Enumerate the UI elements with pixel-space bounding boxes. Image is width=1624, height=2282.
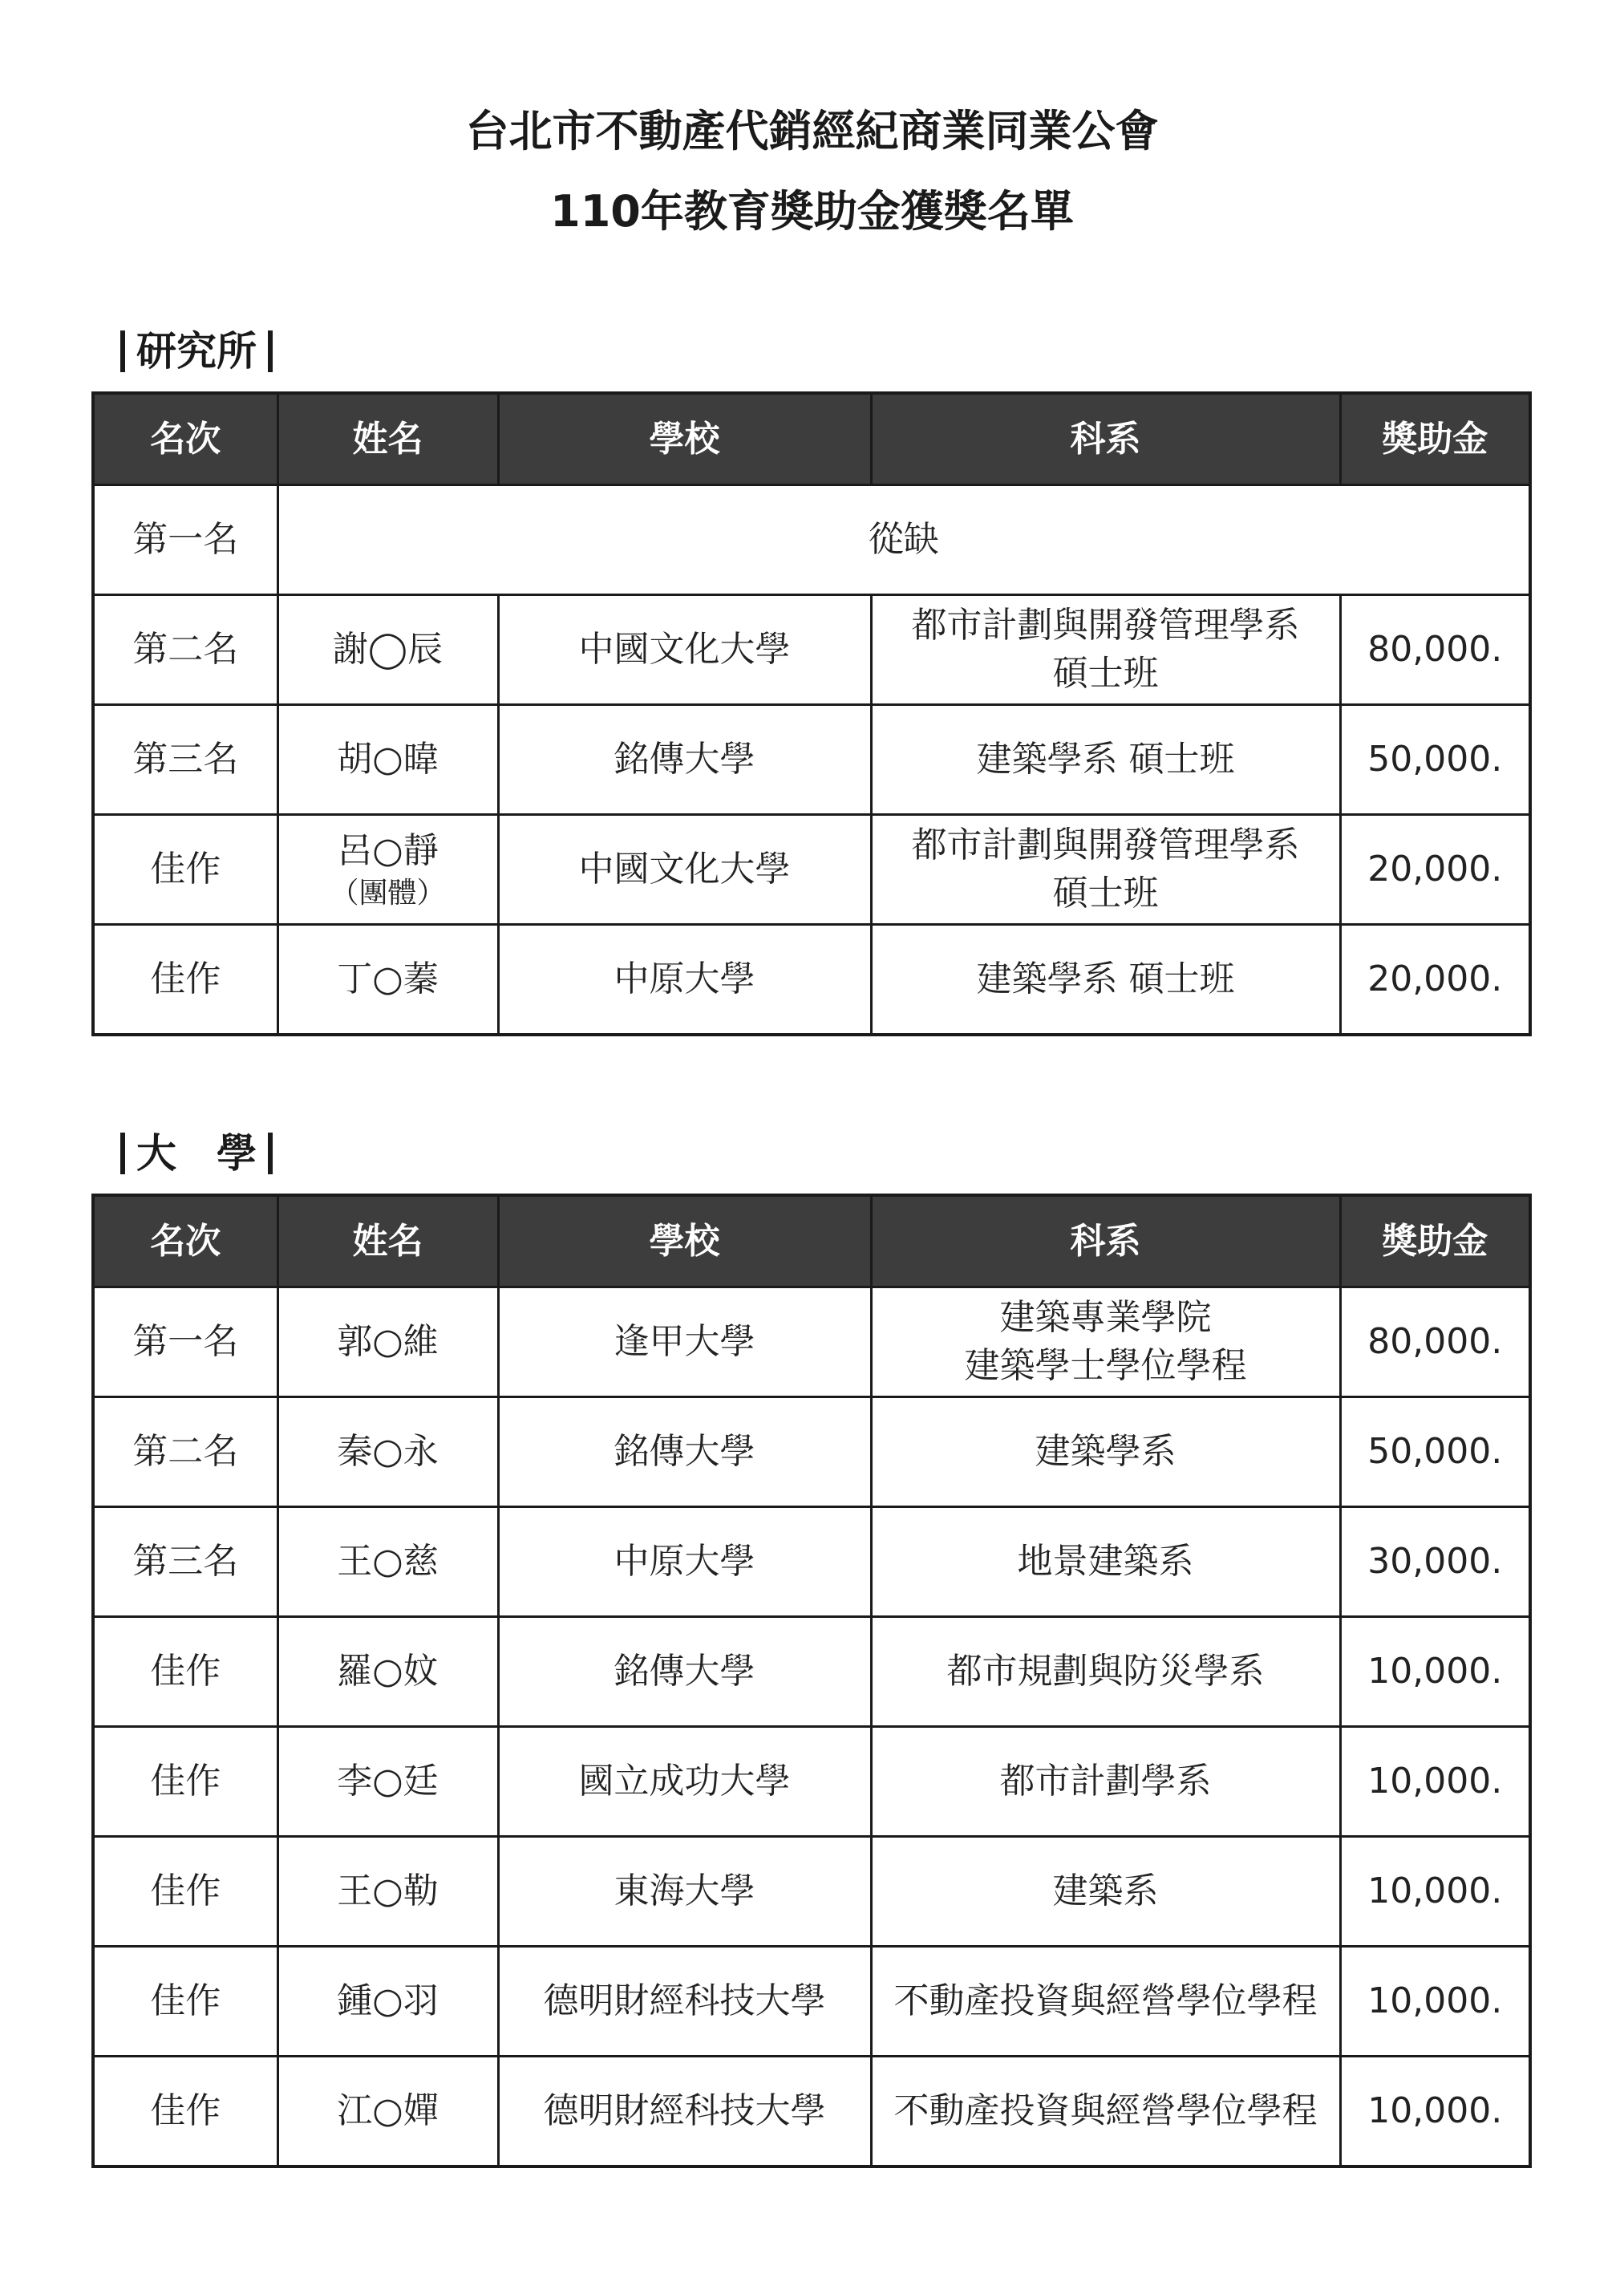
- table-row: [93, 925, 1530, 1036]
- cell-name: 鍾○羽: [277, 1947, 498, 2057]
- section-heading-label: 大 學: [136, 1130, 257, 1177]
- document-title: 台北市不動產代銷經紀商業同業公會: [465, 106, 1159, 156]
- cell-name: 胡○暐: [277, 705, 498, 815]
- cell-school: 中原大學: [498, 1507, 871, 1617]
- cell-name: [277, 815, 498, 925]
- cell-school: 德明財經科技大學: [498, 1947, 871, 2057]
- table-row: [93, 1397, 1530, 1507]
- heading-bar-right: [268, 1133, 273, 1174]
- cell-department: 建築學系 碩士班: [871, 925, 1340, 1036]
- cell-school: 銘傳大學: [498, 1617, 871, 1727]
- section-heading-graduate: [120, 327, 273, 375]
- table-row: [93, 1507, 1530, 1617]
- cell-rank: 佳作: [93, 1727, 277, 1837]
- section-heading-label: 研究所: [136, 328, 257, 375]
- department-line-1: 都市計劃與開發管理學系: [911, 825, 1300, 865]
- cell-name: 丁○蓁: [277, 925, 498, 1036]
- cell-school: 銘傳大學: [498, 705, 871, 815]
- cell-rank: 佳作: [93, 815, 277, 925]
- graduate-award-table: [91, 391, 1532, 1036]
- cell-school: 中國文化大學: [498, 595, 871, 705]
- university-award-table: [91, 1194, 1532, 2168]
- header-rank: 名次: [93, 1195, 277, 1287]
- name-text: 呂○靜: [337, 830, 439, 871]
- cell-department: 都市規劃與防災學系: [871, 1617, 1340, 1727]
- name-note: （團體）: [330, 877, 446, 910]
- department-line-2: 碩士班: [1052, 653, 1159, 694]
- table-row: [93, 705, 1530, 815]
- header-school: 學校: [498, 393, 871, 485]
- table-header-row: [93, 393, 1530, 485]
- header-amount: 獎助金: [1340, 393, 1530, 485]
- department-line-1: 都市計劃與開發管理學系: [911, 605, 1300, 646]
- cell-rank: 第一名: [93, 1287, 277, 1397]
- cell-name: 郭○維: [277, 1287, 498, 1397]
- table-row: [93, 815, 1530, 925]
- header-rank: 名次: [93, 393, 277, 485]
- cell-rank: 第一名: [93, 485, 277, 595]
- cell-department: 地景建築系: [871, 1507, 1340, 1617]
- table-row: [93, 1617, 1530, 1727]
- cell-rank: 佳作: [93, 925, 277, 1036]
- cell-amount: 50,000.: [1340, 705, 1530, 815]
- header-name: 姓名: [277, 1195, 498, 1287]
- cell-amount: 20,000.: [1340, 925, 1530, 1036]
- cell-name: 王○勒: [277, 1837, 498, 1947]
- document-subtitle: 110年教育獎助金獲獎名單: [550, 186, 1074, 237]
- cell-amount: 50,000.: [1340, 1397, 1530, 1507]
- cell-amount: 10,000.: [1340, 1617, 1530, 1727]
- cell-school: 銘傳大學: [498, 1397, 871, 1507]
- cell-rank: 第二名: [93, 595, 277, 705]
- cell-department: 不動產投資與經營學位學程: [871, 1947, 1340, 2057]
- header-department: 科系: [871, 393, 1340, 485]
- cell-school: 國立成功大學: [498, 1727, 871, 1837]
- table-row: [93, 1287, 1530, 1397]
- cell-amount: 80,000.: [1340, 595, 1530, 705]
- cell-department: 建築學系 碩士班: [871, 705, 1340, 815]
- table-row: [93, 2057, 1530, 2167]
- department-line-2: 碩士班: [1052, 873, 1159, 914]
- table-row: [93, 485, 1530, 595]
- header-school: 學校: [498, 1195, 871, 1287]
- cell-rank: 佳作: [93, 1837, 277, 1947]
- cell-amount: 10,000.: [1340, 2057, 1530, 2167]
- cell-amount: 30,000.: [1340, 1507, 1530, 1617]
- cell-department: 建築系: [871, 1837, 1340, 1947]
- cell-vacant-note: 從缺: [277, 485, 1530, 595]
- cell-school: 德明財經科技大學: [498, 2057, 871, 2167]
- table-row: [93, 1837, 1530, 1947]
- cell-department: 都市計劃學系: [871, 1727, 1340, 1837]
- cell-school: 東海大學: [498, 1837, 871, 1947]
- department-line-1: 建築專業學院: [999, 1297, 1212, 1338]
- table-row: [93, 595, 1530, 705]
- cell-department: [871, 595, 1340, 705]
- cell-rank: 第二名: [93, 1397, 277, 1507]
- cell-school: 中原大學: [498, 925, 871, 1036]
- cell-department: [871, 1287, 1340, 1397]
- cell-amount: 10,000.: [1340, 1947, 1530, 2057]
- department-line-2: 建築學士學位學程: [964, 1345, 1247, 1386]
- header-department: 科系: [871, 1195, 1340, 1287]
- table-row: [93, 1727, 1530, 1837]
- table-header-row: [93, 1195, 1530, 1287]
- cell-school: 中國文化大學: [498, 815, 871, 925]
- cell-amount: 10,000.: [1340, 1727, 1530, 1837]
- header-amount: 獎助金: [1340, 1195, 1530, 1287]
- table-row: [93, 1947, 1530, 2057]
- cell-rank: 佳作: [93, 2057, 277, 2167]
- cell-name: 江○嬋: [277, 2057, 498, 2167]
- cell-name: 謝◯辰: [277, 595, 498, 705]
- cell-department: 不動產投資與經營學位學程: [871, 2057, 1340, 2167]
- cell-school: 逢甲大學: [498, 1287, 871, 1397]
- cell-rank: 第三名: [93, 705, 277, 815]
- cell-rank: 佳作: [93, 1617, 277, 1727]
- cell-amount: 10,000.: [1340, 1837, 1530, 1947]
- cell-name: 王○慈: [277, 1507, 498, 1617]
- cell-name: 秦○永: [277, 1397, 498, 1507]
- cell-name: 李○廷: [277, 1727, 498, 1837]
- header-name: 姓名: [277, 393, 498, 485]
- cell-rank: 第三名: [93, 1507, 277, 1617]
- cell-amount: 20,000.: [1340, 815, 1530, 925]
- cell-rank: 佳作: [93, 1947, 277, 2057]
- cell-amount: 80,000.: [1340, 1287, 1530, 1397]
- cell-department: 建築學系: [871, 1397, 1340, 1507]
- heading-bar-right: [268, 330, 273, 372]
- cell-department: [871, 815, 1340, 925]
- cell-name: 羅○妏: [277, 1617, 498, 1727]
- section-heading-university: [120, 1129, 273, 1177]
